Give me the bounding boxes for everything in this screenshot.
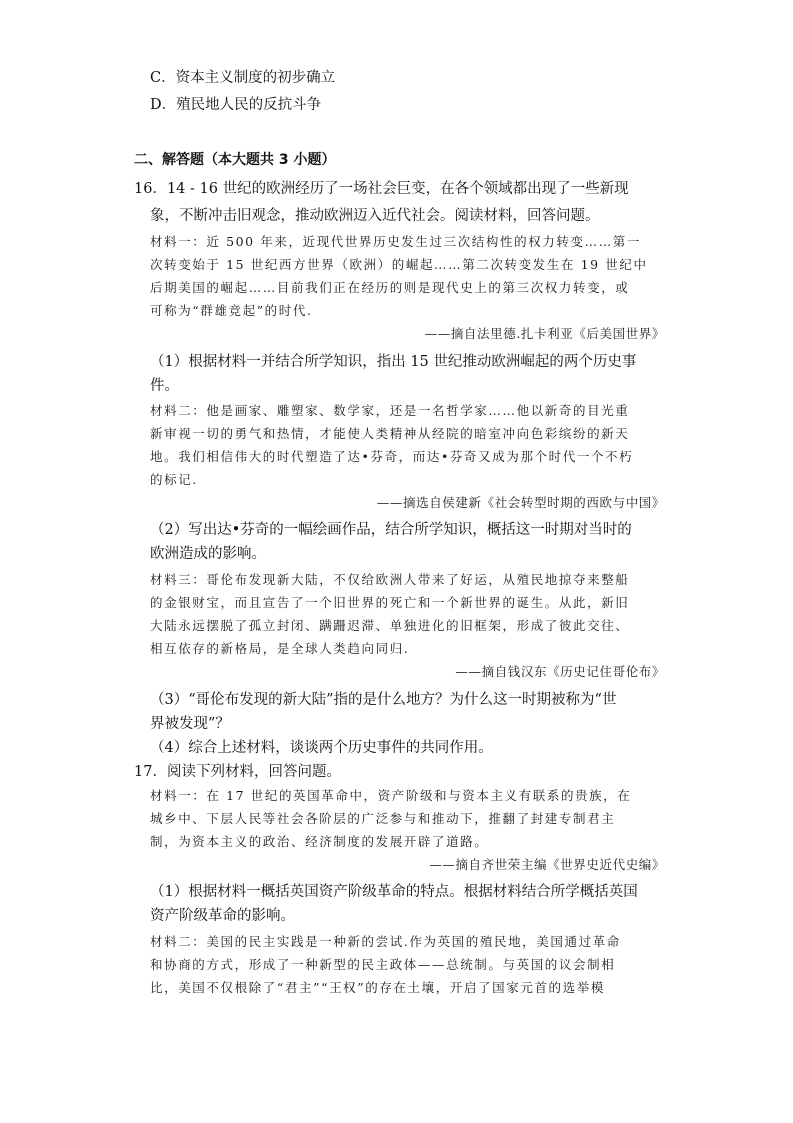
q17-material-1-line-2: 城乡中、下层人民等社会各阶层的广泛参与和推动下，推翻了封建专制君主 (150, 811, 616, 826)
q16-material-1-line-1: 材料一：近 500 年来，近现代世界历史发生过三次结构性的权力转变……第一 (150, 234, 642, 249)
option-c: C．资本主义制度的初步确立 (150, 70, 336, 86)
q16-subquestion-2-line-1: （2）写出达•芬奇的一幅绘画作品，结合所学知识，概括这一时期对当时的 (150, 522, 632, 538)
q16-material-3-line-3: 大陆永远摆脱了孤立封闭、蹒跚迟滞、单独进化的旧框架，形成了彼此交往、 (150, 618, 630, 633)
q17-material-2-line-3: 比，美国不仅根除了“君主”“王权”的存在土壤，开启了国家元首的选举模 (150, 980, 605, 995)
q16-subquestion-3-line-2: 界被发现”？ (150, 716, 230, 732)
q16-material-2-line-4: 的标记. (150, 472, 198, 487)
q16-material-1-line-2: 次转变始于 15 世纪西方世界（欧洲）的崛起……第二次转变发生在 19 世纪中 (150, 257, 648, 272)
q16-material-2-line-2: 新审视一切的勇气和热情，才能使人类精神从经院的暗室冲向色彩缤纷的新天 (150, 426, 630, 441)
q16-material-1-line-3: 后期美国的崛起……目前我们正在经历的则是现代史上的第三次权力转变，或 (150, 280, 630, 295)
q16-material-3-source: ——摘自钱汉东《历史记住哥伦布》 (455, 664, 665, 679)
q16-material-1-line-4: 可称为“群雄竞起”的时代. (150, 303, 313, 318)
q16-material-3-line-1: 材料三：哥伦布发现新大陆，不仅给欧洲人带来了好运，从殖民地掠夺来整船 (150, 572, 630, 587)
q17-stem: 17．阅读下列材料，回答问题。 (134, 764, 341, 780)
q16-material-3-line-4: 相互依存的新格局，是全球人类趋向同归. (150, 641, 410, 656)
q17-material-1-source: ——摘自齐世荣主编《世界史近代史编》 (429, 857, 665, 872)
q16-material-2-line-3: 地。我们相信伟大的时代塑造了达•芬奇，而达•芬奇又成为那个时代一个不朽 (150, 449, 634, 464)
q16-subquestion-4: （4）综合上述材料，谈谈两个历史事件的共同作用。 (150, 740, 493, 756)
q16-subquestion-1-line-2: 件。 (150, 378, 179, 394)
q16-stem-line-1: 16．14 - 16 世纪的欧洲经历了一场社会巨变，在各个领域都出现了一些新现 (134, 181, 629, 197)
q17-material-1-line-1: 材料一：在 17 世纪的英国革命中，资产阶级和与资本主义有联系的贵族，在 (150, 788, 632, 803)
q17-material-2-line-1: 材料二：美国的民主实践是一种新的尝试.作为英国的殖民地，美国通过革命 (150, 934, 621, 949)
q17-subquestion-1-line-2: 资产阶级革命的影响。 (150, 908, 295, 924)
q16-material-2-line-1: 材料二：他是画家、雕塑家、数学家，还是一名哲学家……他以新奇的目光重 (150, 403, 630, 418)
q16-material-1-source: ——摘自法里德.扎卡利亚《后美国世界》 (424, 326, 665, 341)
q16-subquestion-2-line-2: 欧洲造成的影响。 (150, 546, 266, 562)
section-title: 二、解答题（本大题共 3 小题） (134, 152, 336, 168)
q17-material-1-line-3: 制，为资本主义的政治、经济制度的发展开辟了道路。 (150, 834, 489, 849)
q16-subquestion-1-line-1: （1）根据材料一并结合所学知识，指出 15 世纪推动欧洲崛起的两个历史事 (150, 354, 637, 370)
option-d: D．殖民地人民的反抗斗争 (150, 97, 322, 113)
q16-stem-line-2: 象，不断冲击旧观念，推动欧洲迈入近代社会。阅读材料，回答问题。 (150, 208, 600, 224)
q16-material-3-line-2: 的金银财宝，而且宣告了一个旧世界的死亡和一个新世界的诞生。从此，新旧 (150, 595, 630, 610)
q17-subquestion-1-line-1: （1）根据材料一概括英国资产阶级革命的特点。根据材料结合所学概括英国 (150, 884, 638, 900)
q17-material-2-line-2: 和协商的方式，形成了一种新型的民主政体——总统制。与英国的议会制相 (150, 957, 616, 972)
q16-material-2-source: ——摘选自侯建新《社会转型时期的西欧与中国》 (376, 495, 665, 510)
q16-subquestion-3-line-1: （3）“哥伦布发现的新大陆”指的是什么地方？为什么这一时期被称为“世 (150, 692, 617, 708)
